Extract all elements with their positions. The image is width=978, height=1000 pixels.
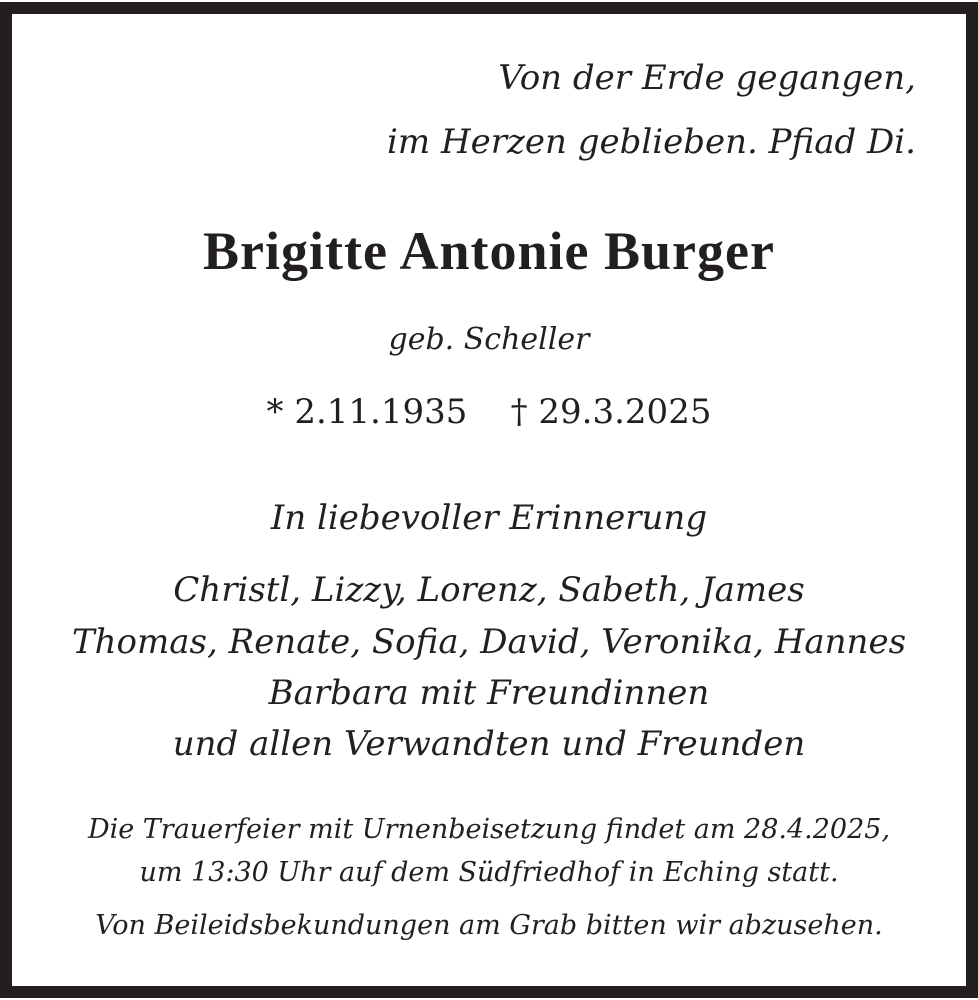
birth-date: * 2.11.1935 xyxy=(266,392,468,432)
condolence-note: Von Beileidsbekundungen am Grab bitten wir abzusehen. xyxy=(95,910,883,941)
motto-line-2: im Herzen geblieben. Pfiad Di. xyxy=(387,122,916,162)
mourners-line: und allen Verwandten und Freunden xyxy=(172,724,806,764)
mourners-line: Thomas, Renate, Sofia, David, Veronika, Hannes xyxy=(71,622,907,662)
funeral-info-line-2: um 13:30 Uhr auf dem Südfriedhof in Eching statt. xyxy=(139,857,839,888)
mourners-line: Barbara mit Freundinnen xyxy=(268,673,710,713)
death-date: † 29.3.2025 xyxy=(510,392,712,432)
deceased-name: Brigitte Antonie Burger xyxy=(203,221,775,281)
motto-line-1: Von der Erde gegangen, xyxy=(498,58,916,98)
mourners-line: Christl, Lizzy, Lorenz, Sabeth, James xyxy=(173,570,805,610)
funeral-info-line-1: Die Trauerfeier mit Urnenbeisetzung findet am 28.4.2025, xyxy=(87,814,891,845)
life-dates xyxy=(0,392,978,432)
maiden-name: geb. Scheller xyxy=(388,322,590,357)
remembrance-heading: In liebevoller Erinnerung xyxy=(270,498,708,538)
